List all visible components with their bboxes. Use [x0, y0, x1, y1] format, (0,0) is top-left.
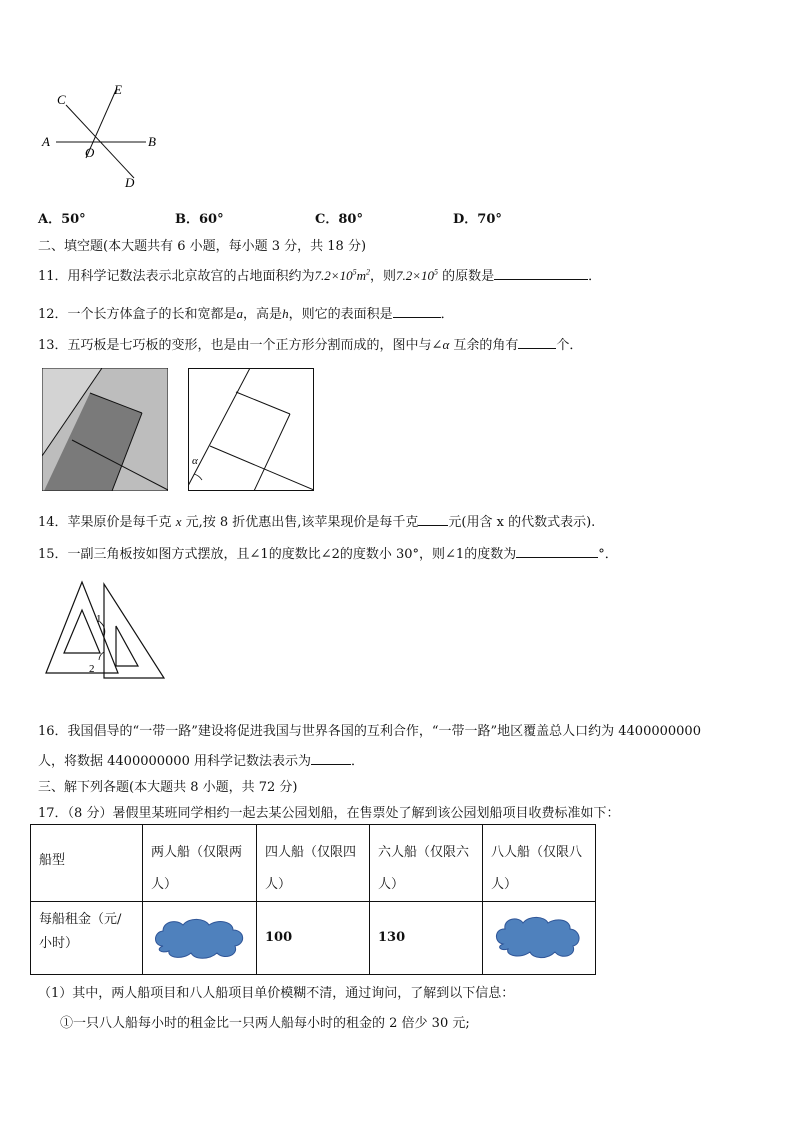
blurred-price-cloud-two: [151, 916, 247, 960]
label-a: A: [42, 134, 50, 149]
option-a: A．50°: [38, 212, 86, 227]
answer-blank-12[interactable]: [393, 305, 441, 318]
section-2-heading: 二、填空题(本大题共有 6 小题，每小题 3 分，共 18 分): [38, 239, 367, 254]
header-two-person: 两人船（仅限两人）: [151, 845, 243, 892]
header-boat-type: 船型: [39, 853, 66, 868]
label-e: E: [114, 82, 122, 97]
label-o: O: [85, 145, 95, 160]
set-squares-figure: [44, 580, 168, 680]
question-16-line-1: 16．我国倡导的“一带一路”建设将促进我国与世界各国的互利合作，“一带一路”地区覆盖总人口约为 4400000000: [38, 724, 701, 739]
question-17-part-1: （1）其中，两人船项目和八人船项目单价模糊不清，通过询问，了解到以下信息：: [38, 986, 515, 1001]
area-expression: $7.2\times 10^5m^2$: [314, 267, 370, 283]
row-label-rent: 每船租金（元/小时）: [39, 912, 122, 951]
option-d: D．70°: [453, 212, 502, 227]
alpha-label: α: [192, 455, 198, 467]
section-3-heading: 三、解下列各题(本大题共 8 小题，共 72 分): [38, 780, 298, 795]
price-four-person: 100: [265, 930, 293, 945]
answer-blank-16[interactable]: [311, 752, 351, 765]
header-eight-person: 八人船（仅限八人）: [491, 845, 583, 892]
question-14: 14．苹果原价是每千克 x 元,按 8 折优惠出售,该苹果现价是每千克 元(用含 x 的代数式表示).: [38, 514, 596, 530]
angle-2-label: 2: [89, 663, 95, 675]
question-17-info-1: ①一只八人船每小时的租金比一只两人船每小时的租金的 2 倍少 30 元;: [60, 1016, 470, 1031]
question-16-line-2: 人，将数据 4400000000 用科学记数法表示为 ．: [38, 754, 364, 769]
question-15: 15．一副三角板按如图方式摆放，且∠1的度数比∠2的度数小 30°，则∠1的度数为 °．: [38, 547, 618, 562]
intersecting-lines-figure: [36, 80, 166, 195]
answer-blank-13[interactable]: [518, 336, 556, 349]
label-d: D: [125, 175, 135, 190]
question-17: 17．（8 分）暑假里某班同学相约一起去某公园划船，在售票处了解到该公园划船项目收费标准如下：: [38, 806, 620, 821]
header-six-person: 六人船（仅限六人）: [378, 845, 470, 892]
answer-blank-11[interactable]: [494, 267, 588, 280]
fee-table: [30, 824, 596, 975]
price-six-person: 130: [378, 930, 406, 945]
tangram-outline-figure: [188, 368, 314, 491]
angle-1-label: 1: [96, 613, 102, 625]
label-c: C: [57, 92, 66, 107]
blurred-price-cloud-eight: [493, 914, 583, 960]
question-12: 12．一个长方体盒子的长和宽都是a，高是h，则它的表面积是 ．: [38, 306, 454, 322]
option-b: B．60°: [175, 212, 224, 227]
table-row: [31, 902, 596, 975]
label-b: B: [148, 134, 156, 149]
header-four-person: 四人船（仅限四人）: [265, 845, 357, 892]
tangram-shaded-figure: [42, 368, 168, 491]
question-11: 11．用科学记数法表示北京故宫的占地面积约为$7.2\times 10^5m^2$，则$7.2\times 10^5$ 的原数是 ．: [38, 267, 602, 284]
table-header-row: [31, 825, 596, 902]
answer-blank-14[interactable]: [418, 513, 448, 526]
option-c: C．80°: [315, 212, 363, 227]
question-13: 13．五巧板是七巧板的变形，也是由一个正方形分割而成的，图中与∠α 互余的角有 个．: [38, 337, 583, 353]
answer-blank-15[interactable]: [516, 545, 598, 558]
number-expression: $7.2\times 10^5$: [395, 267, 439, 283]
